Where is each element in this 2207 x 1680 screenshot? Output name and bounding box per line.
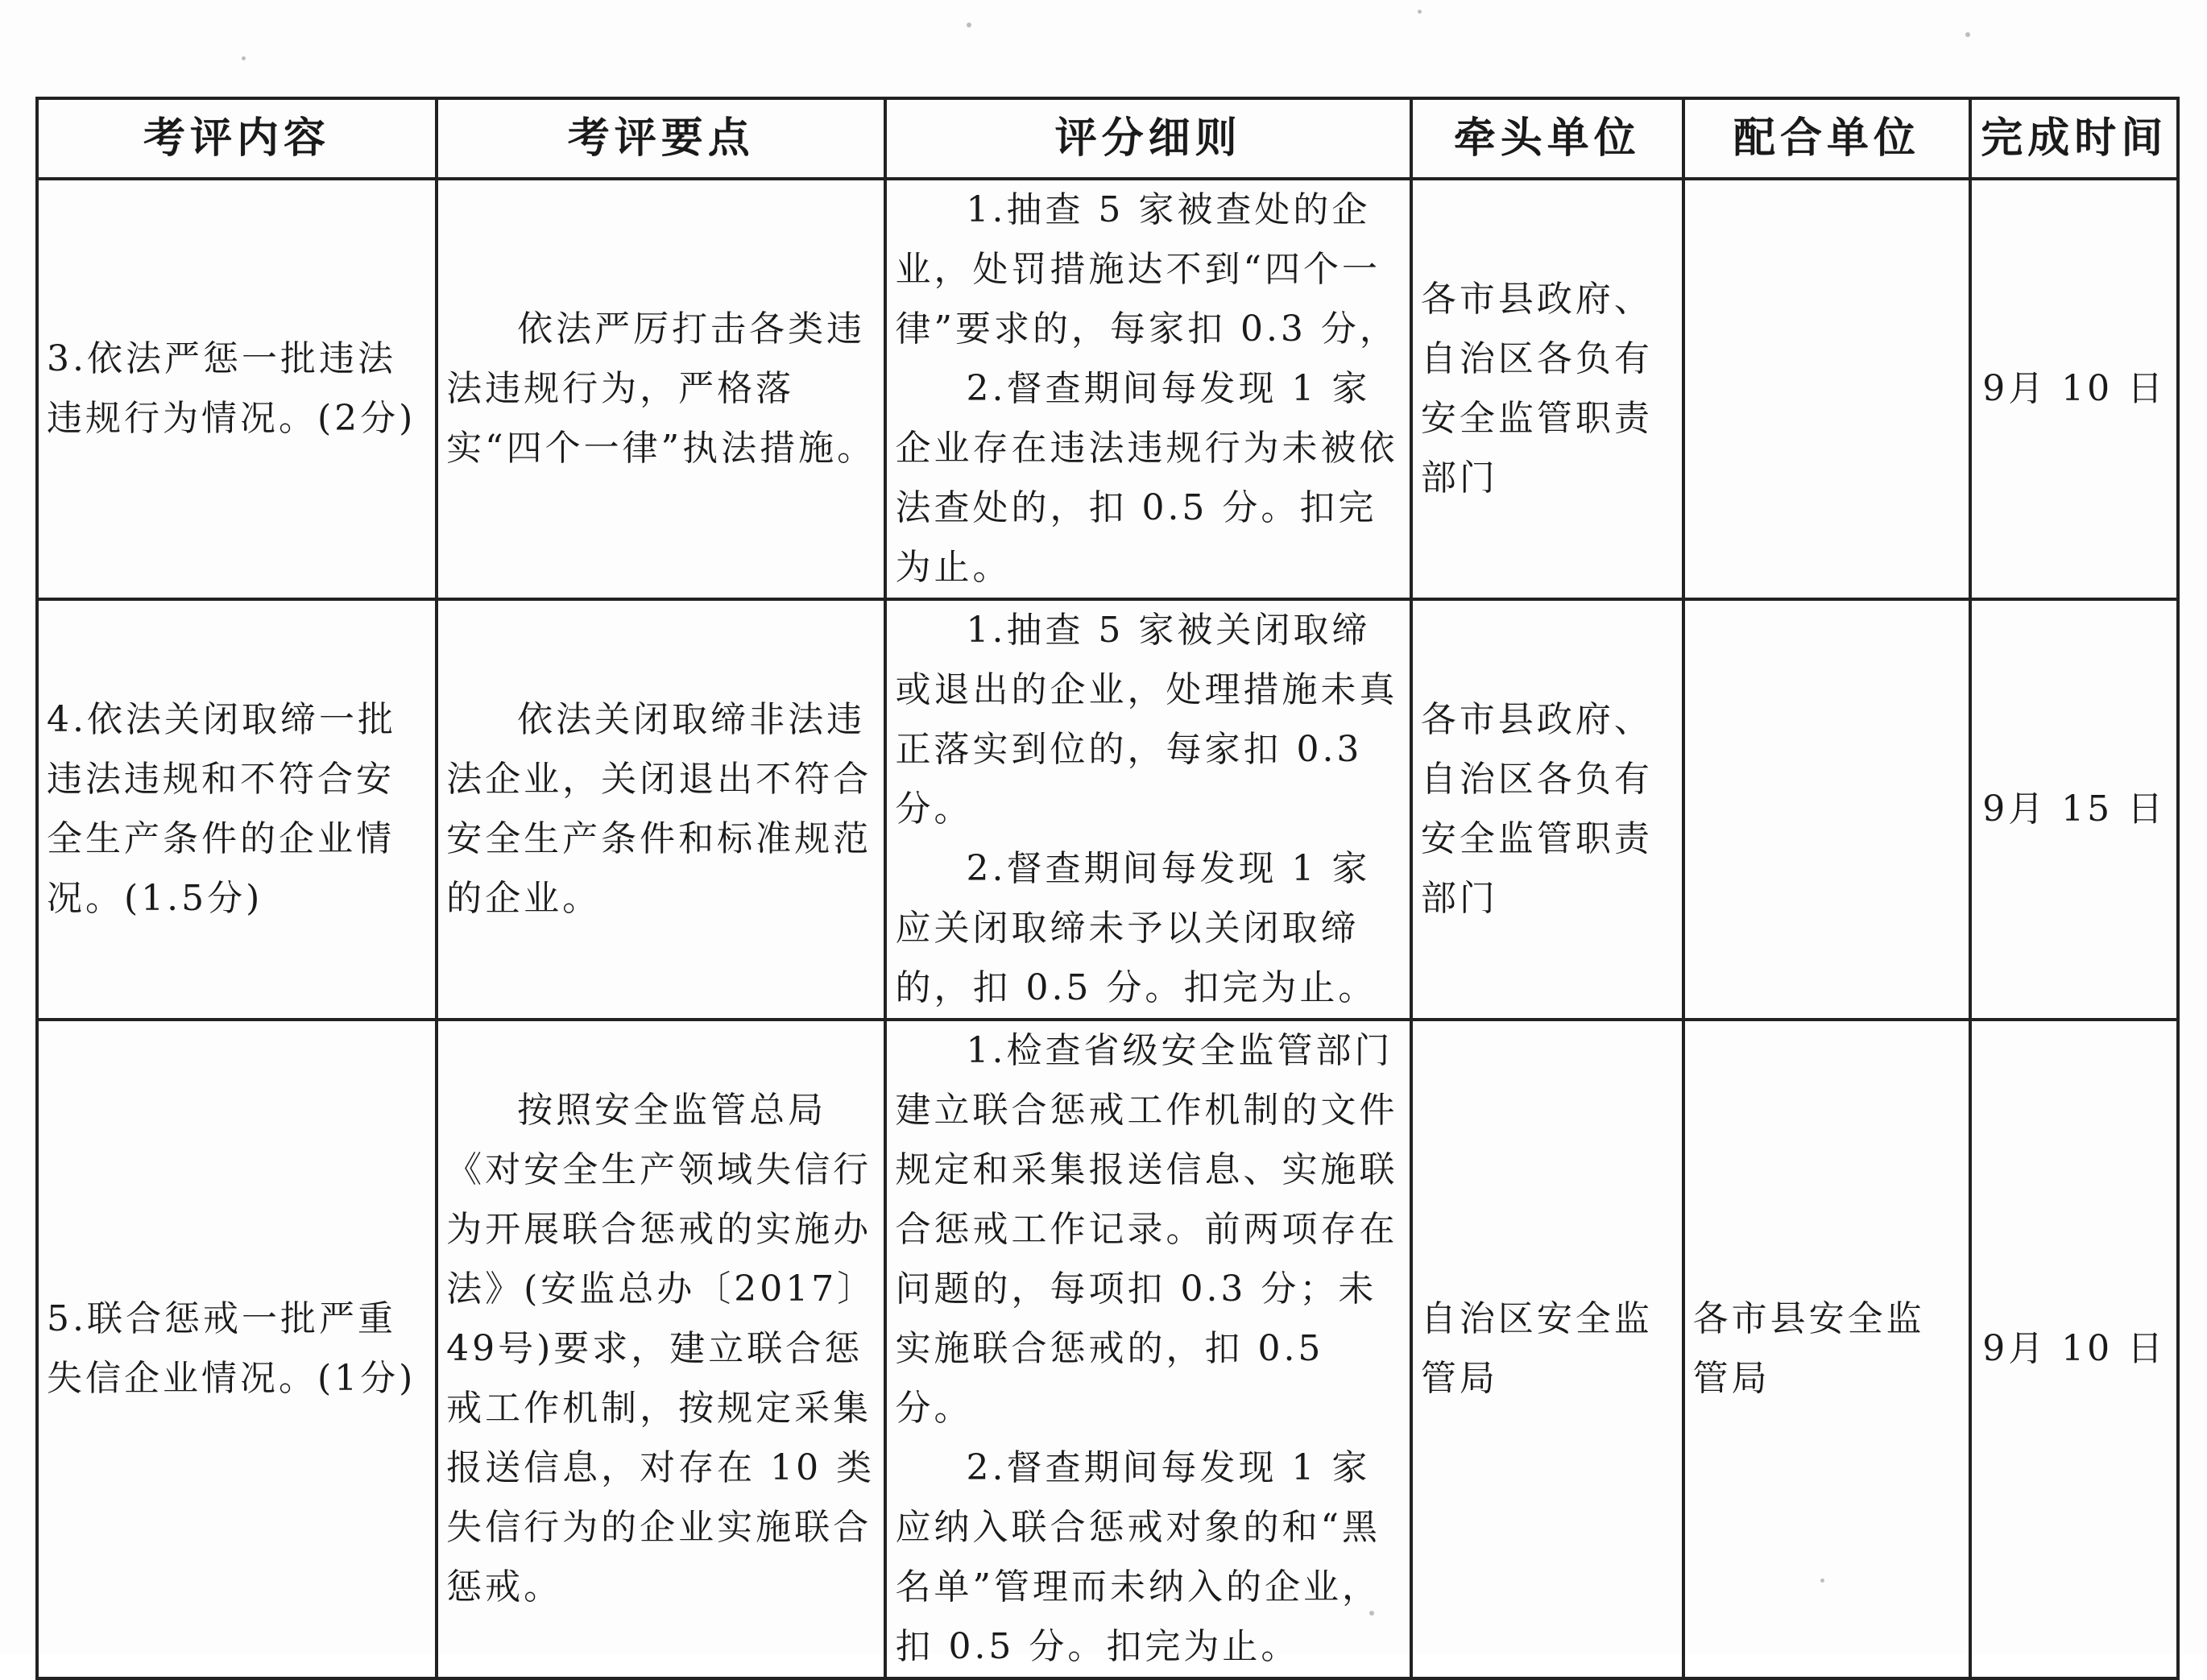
cell-rules — [885, 1020, 1410, 1678]
header-cell-deadline: 完成时间 — [1970, 98, 2178, 179]
header-cell-content: 考评内容 — [37, 98, 437, 179]
cell-deadline: 9月 10 日 — [1970, 179, 2178, 599]
header-cell-rules: 评分细则 — [885, 98, 1410, 179]
header-cell-lead: 牵头单位 — [1411, 98, 1683, 179]
cell-points: 按照安全监管总局《对安全生产领域失信行为开展联合惩戒的实施办法》(安监总办〔2017〕49号)要求，建立联合惩戒工作机制，按规定采集报送信息，对存在 10 类失信行为的企业实施联合惩戒。 — [437, 1020, 885, 1678]
cell-points: 依法严厉打击各类违法违规行为，严格落实“四个一律”执法措施。 — [437, 179, 885, 599]
evaluation-table — [35, 97, 2180, 1680]
rule-item: 2.督查期间每发现 1 家应关闭取缔未予以关闭取缔的，扣 0.5 分。扣完为止。 — [895, 848, 1377, 1008]
cell-content: 3.依法严惩一批违法违规行为情况。(2分) — [37, 179, 437, 599]
cell-lead: 各市县政府、自治区各负有安全监管职责部门 — [1411, 179, 1683, 599]
rule-item: 1.检查省级安全监管部门建立联合惩戒工作机制的文件规定和采集报送信息、实施联合惩戒工作记录。前两项存在问题的，每项扣 0.3 分；未实施联合惩戒的，扣 0.5 分。 — [895, 1030, 1398, 1429]
cell-content: 4.依法关闭取缔一批违法违规和不符合安全生产条件的企业情况。(1.5分) — [37, 599, 437, 1020]
rule-item: 1.抽查 5 家被关闭取缔或退出的企业，处理措施未真正落实到位的，每家扣 0.3 分。 — [895, 610, 1398, 830]
rule-item: 2.督查期间每发现 1 家企业存在违法违规行为未被依法查处的，扣 0.5 分。扣完为止。 — [895, 368, 1398, 588]
cell-points: 依法关闭取缔非法违法企业，关闭退出不符合安全生产条件和标准规范的企业。 — [437, 599, 885, 1020]
table-row — [37, 599, 2178, 1020]
cell-cooperate — [1683, 599, 1971, 1020]
rule-item: 2.督查期间每发现 1 家应纳入联合惩戒对象的和“黑名单”管理而未纳入的企业，扣 0.5 分。扣完为止。 — [895, 1447, 1381, 1667]
header-cell-cooperate: 配合单位 — [1683, 98, 1971, 179]
cell-deadline: 9月 15 日 — [1970, 599, 2178, 1020]
scan-speck — [967, 23, 971, 27]
cell-cooperate — [1683, 179, 1971, 599]
scan-speck — [1369, 1611, 1374, 1616]
scan-speck — [1965, 32, 1970, 37]
cell-cooperate: 各市县安全监管局 — [1683, 1020, 1971, 1678]
rule-item: 1.抽查 5 家被查处的企业，处罚措施达不到“四个一律”要求的，每家扣 0.3 分， — [895, 189, 1398, 350]
header-cell-points: 考评要点 — [437, 98, 885, 179]
scan-speck — [242, 56, 246, 60]
cell-rules — [885, 179, 1410, 599]
scan-speck — [1418, 10, 1422, 14]
cell-rules — [885, 599, 1410, 1020]
table-row — [37, 179, 2178, 599]
table-row — [37, 1020, 2178, 1678]
cell-lead: 各市县政府、自治区各负有安全监管职责部门 — [1411, 599, 1683, 1020]
header-row — [37, 98, 2178, 179]
cell-deadline: 9月 10 日 — [1970, 1020, 2178, 1678]
cell-content: 5.联合惩戒一批严重失信企业情况。(1分) — [37, 1020, 437, 1678]
cell-lead: 自治区安全监管局 — [1411, 1020, 1683, 1678]
scan-speck — [1820, 1579, 1824, 1583]
